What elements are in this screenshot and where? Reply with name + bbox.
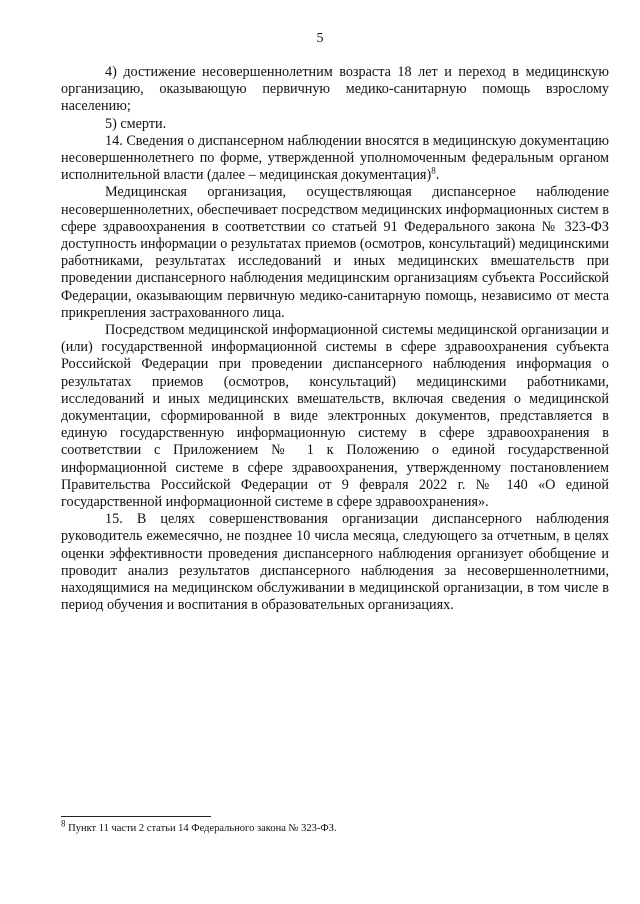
- paragraph-14-tail: .: [435, 167, 440, 184]
- paragraph-14-text: 14. Сведения о диспансерном наблюдении вносятся в медицинскую документацию несовершеннолетнего по форме, утвержденной уполномоченным федеральным органом исполнительной власти (далее – медицинская документация): [61, 132, 609, 184]
- paragraph-information-system: Посредством медицинской информационной системы медицинской организации и (или) государственной информационной системы в сфере здравоохранения субъекта Российской Федерации при проведении диспансерного наблюдения информация о результатах приемов (осмотров, консультаций) медицинскими работниками, исследований и иных медицинских вмешательств, включая сведения о медицинской документации, сформированной в виде электронных документов, представляется в единую государственную информационную систему в сфере здравоохранения в соответствии с Приложением № 1 к Положению о единой государственной информационной системе в сфере здравоохранения, утвержденному постановлением Правительства Российской Федерации от 9 февраля 2022 г. № 140 «О единой государственной информационной системе в сфере здравоохранения».: [61, 322, 609, 511]
- footnote-marker: 8: [61, 818, 66, 829]
- document-body: [61, 64, 609, 615]
- paragraph-item-5: 5) смерти.: [105, 115, 167, 132]
- paragraph-medical-organization: Медицинская организация, осуществляющая диспансерное наблюдение несовершеннолетних, обеспечивает посредством медицинских информационных систем в сфере здравоохранения в соответствии со статьей 91 Федерального закона № 323-ФЗ доступность информации о результатах приемов (осмотров, консультаций) медицинскими работниками, результатах исследований и иных медицинских вмешательств при проведении диспансерного наблюдения медицинским организациям субъекта Российской Федерации, оказывающим первичную медико-санитарную помощь, независимо от места прикрепления застрахованного лица.: [61, 184, 609, 321]
- paragraph-item-4: 4) достижение несовершеннолетним возраста 18 лет и переход в медицинскую организацию, оказывающую первичную медико-санитарную помощь взрослому населению;: [61, 64, 609, 115]
- page-number: 5: [316, 31, 324, 46]
- footnote-reference: 8: [431, 165, 436, 176]
- footnote: [61, 818, 609, 835]
- paragraph-15: 15. В целях совершенствования организации диспансерного наблюдения руководитель ежемесячно, не позднее 10 числа месяца, следующего за отчетным, в целях оценки эффективности проведения диспансерного наблюдения организует обобщение и проводит анализ результатов диспансерного наблюдения за несовершеннолетними, находящимися на медицинском обслуживании в медицинской организации, в том числе в период обучения и воспитания в образовательных организациях.: [61, 511, 609, 614]
- footnote-divider: [61, 816, 211, 817]
- footnote-text: Пункт 11 части 2 статьи 14 Федерального закона № 323-ФЗ.: [65, 823, 337, 834]
- paragraph-14: [61, 133, 609, 185]
